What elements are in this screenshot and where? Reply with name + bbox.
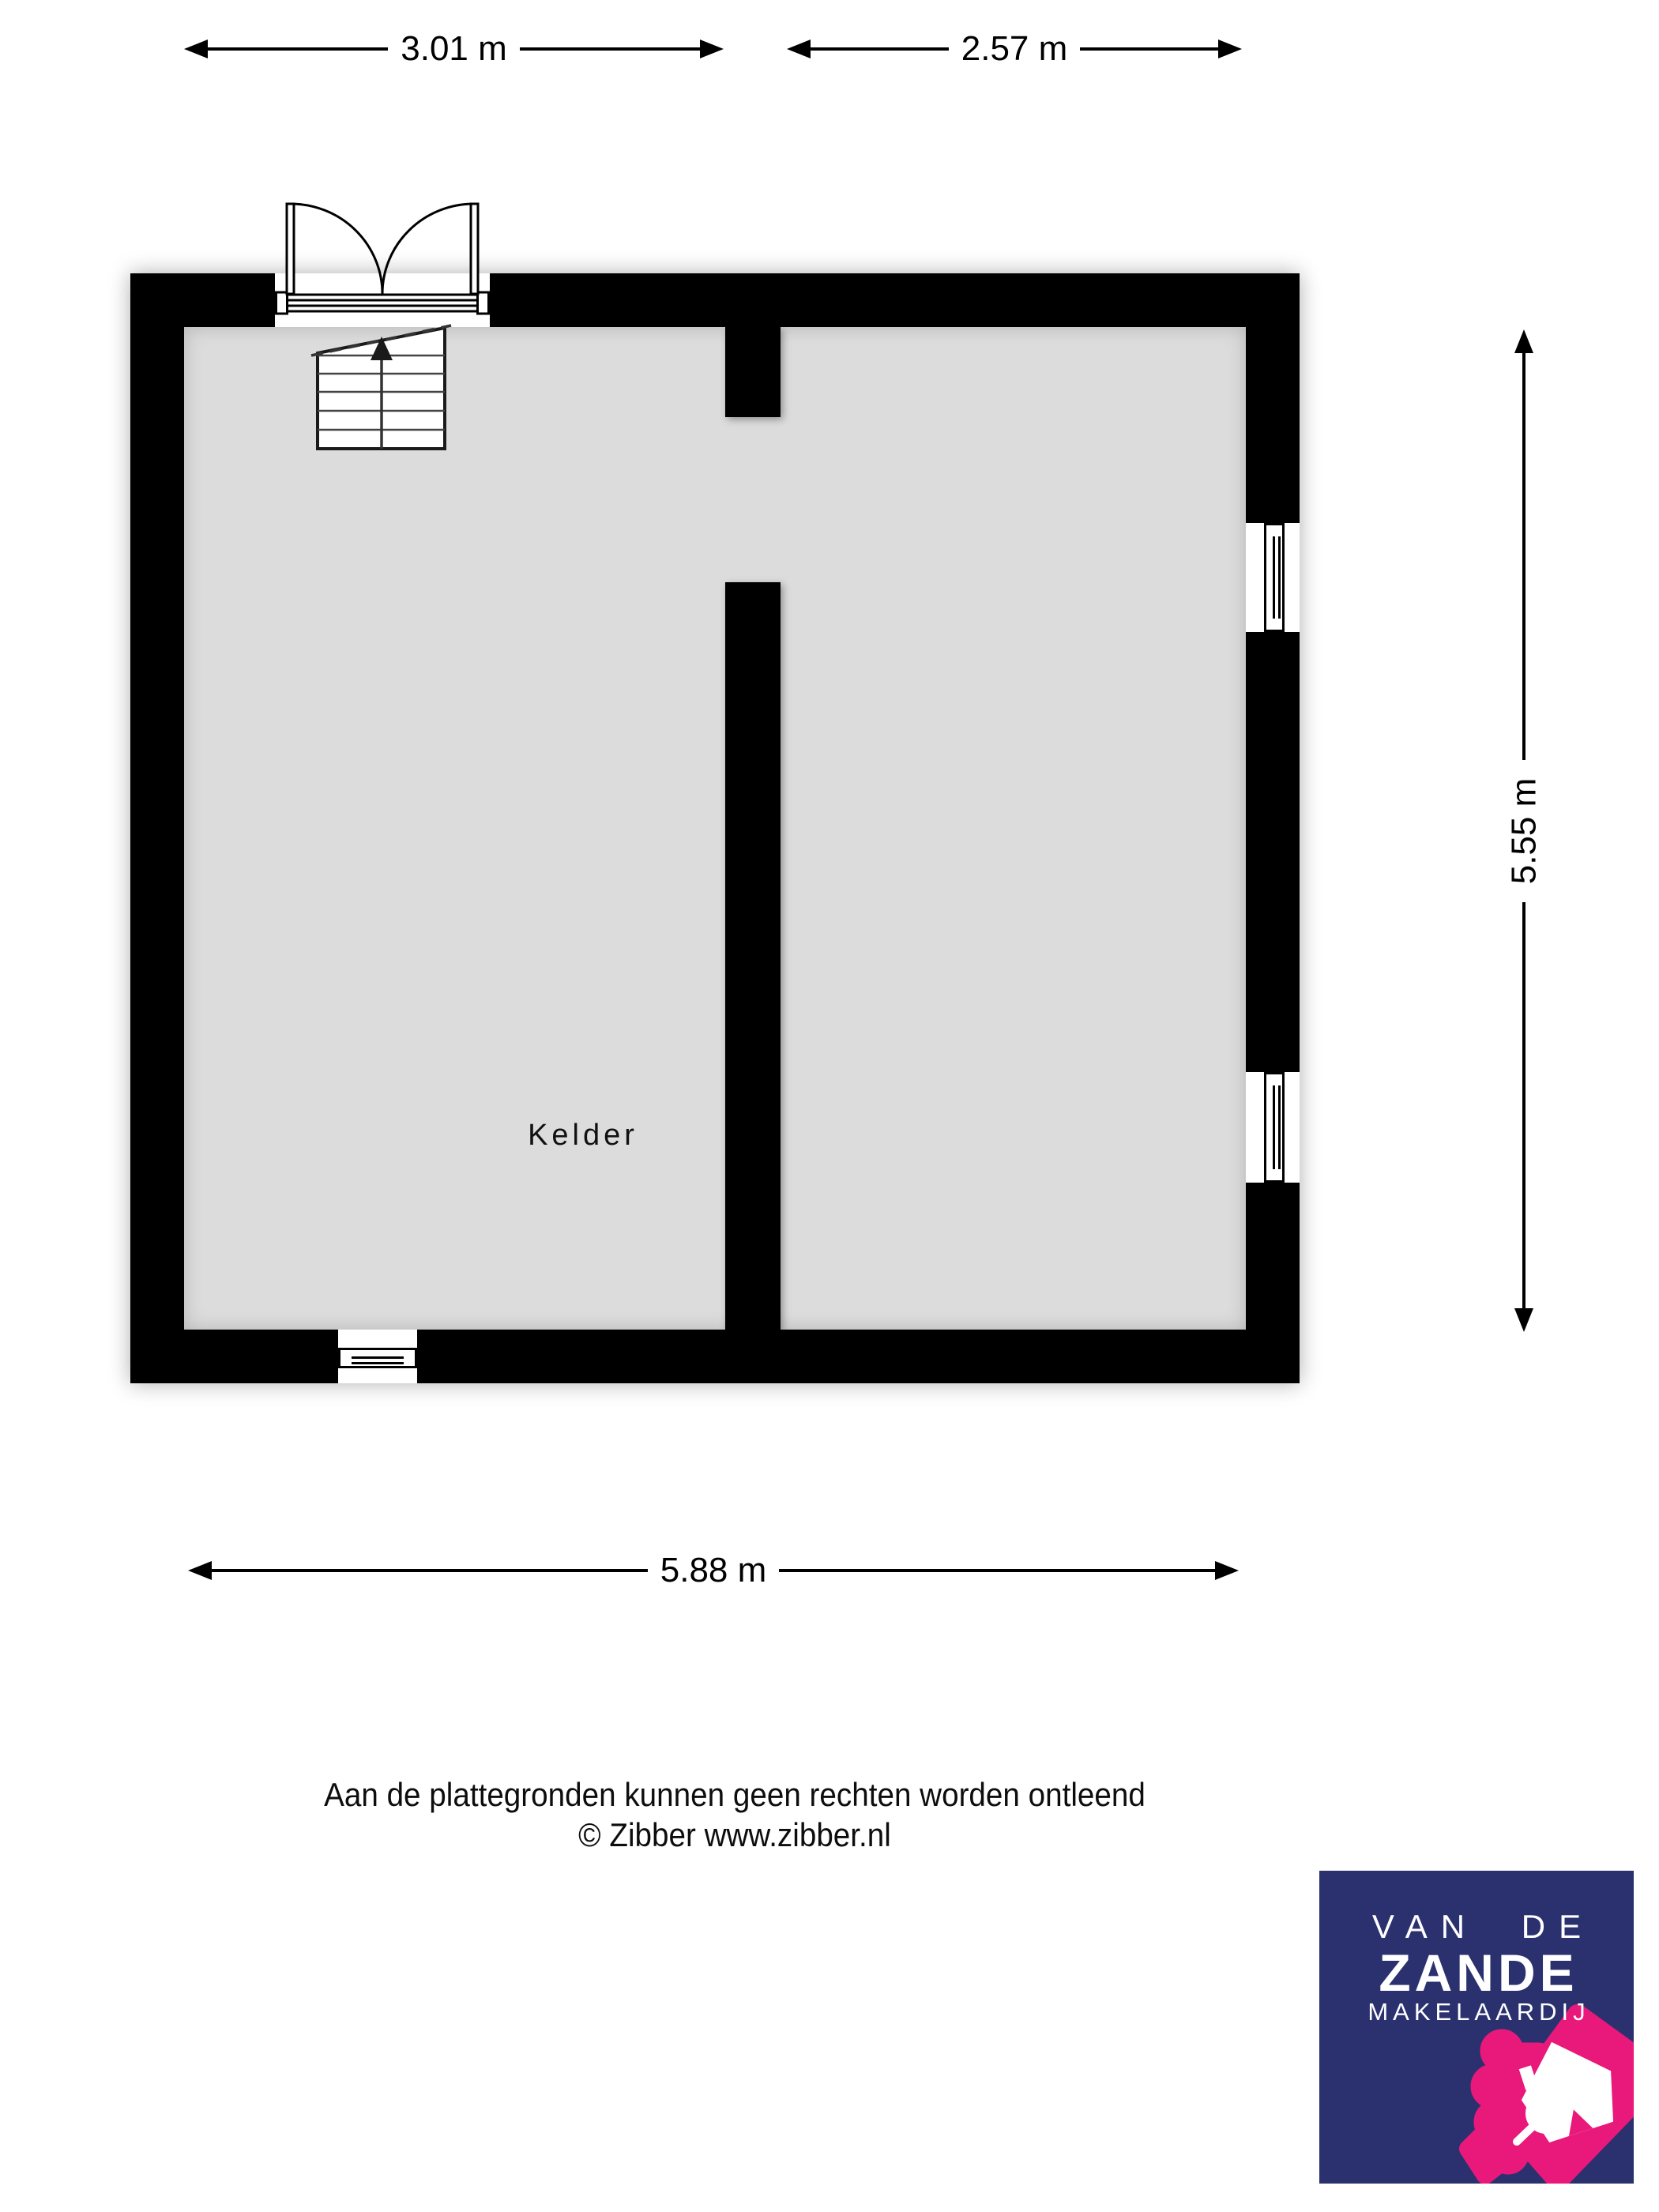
door-leaf-left [287,204,294,294]
arrow-up-icon [1514,329,1533,353]
dimension-top-left-label: 3.01 m [401,29,507,68]
door-leaf-right [471,204,478,294]
brand-logo [1319,1871,1634,2184]
wall-bottom [130,1330,1300,1383]
floorplan [130,273,1300,1383]
dimension-top-left [184,31,724,67]
disclaimer-line2: © Zibber www.zibber.nl [578,1816,891,1854]
arrow-left-icon [188,1561,212,1580]
dimension-right [1506,329,1542,1332]
dimension-top-right-label: 2.57 m [961,29,1068,68]
double-door [275,201,490,327]
floor-area [184,327,1246,1330]
dimension-bottom [188,1552,1239,1589]
arrow-right-icon [700,40,724,58]
arrow-right-icon [1218,40,1242,58]
interior-wall [725,582,781,1330]
room-label-kelder: Kelder [528,1119,638,1152]
interior-wall-stub [725,327,781,417]
disclaimer [190,1774,1280,1855]
stairs [308,319,454,453]
arrow-down-icon [1514,1308,1533,1332]
logo-line-zande: ZANDE [1379,1943,1578,2002]
disclaimer-line1: Aan de plattegronden kunnen geen rechten worden ontleend [324,1776,1146,1813]
logo-line-makelaardij: MAKELAARDIJ [1367,1998,1590,2026]
arrow-right-icon [1215,1561,1239,1580]
window-bottom [338,1330,417,1383]
window-right-upper [1246,523,1300,632]
window-right-lower [1246,1072,1300,1183]
dimension-bottom-label: 5.88 m [660,1551,767,1589]
arrow-left-icon [184,40,208,58]
logo-line-van-de: VAN DE [1371,1908,1595,1945]
arrow-left-icon [787,40,811,58]
dimension-right-label: 5.55 m [1504,777,1544,884]
dimension-top-right [787,31,1242,67]
wall-left [130,327,184,1330]
